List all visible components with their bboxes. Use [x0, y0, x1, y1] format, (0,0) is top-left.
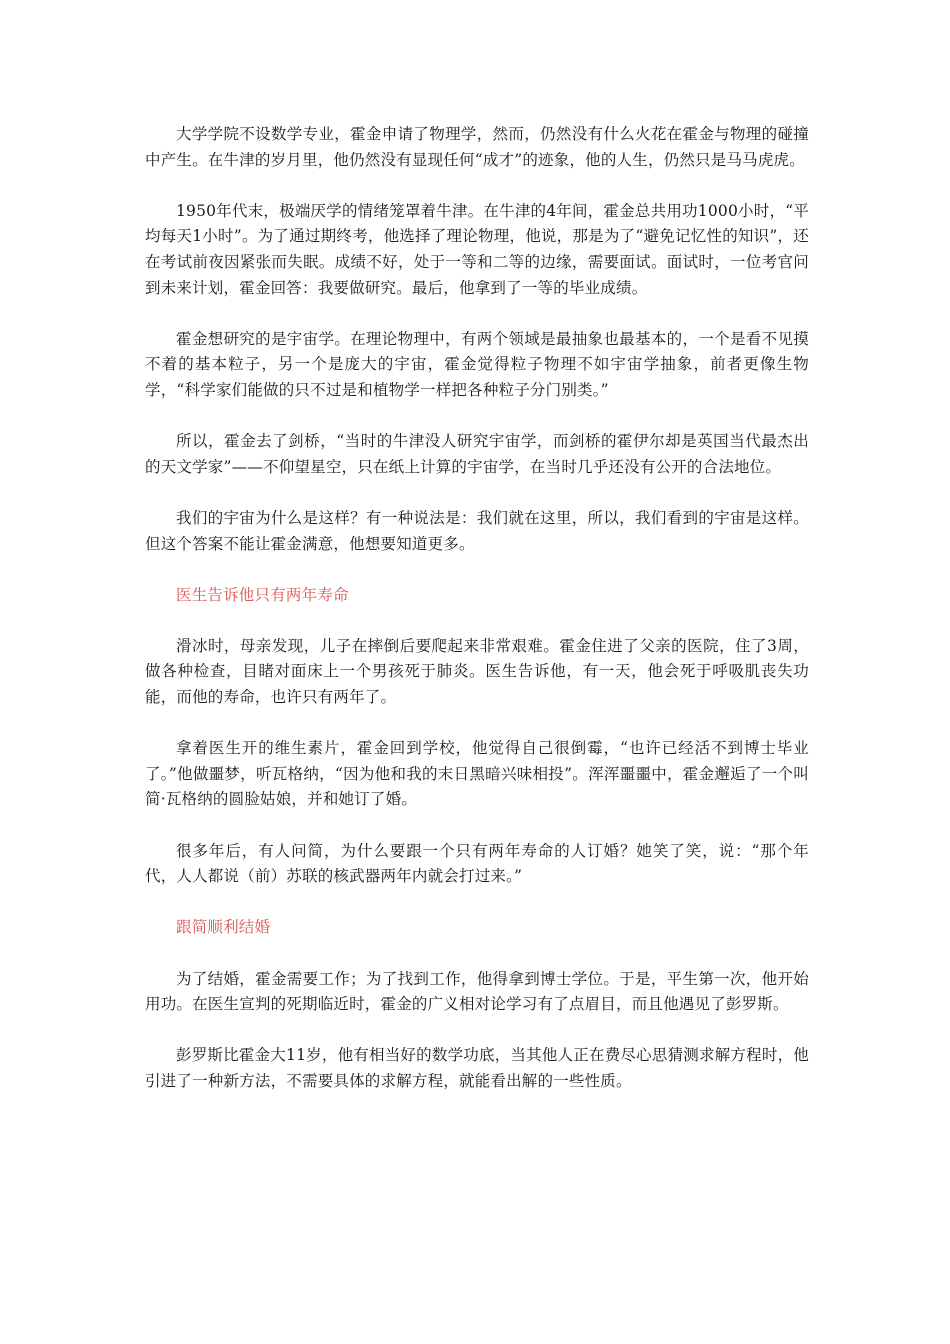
paragraph-gap — [145, 301, 809, 327]
paragraph-gap — [145, 1018, 809, 1044]
paragraph-gap — [145, 941, 809, 967]
paragraph: 很多年后，有人问简，为什么要跟一个只有两年寿命的人订婚？她笑了笑，说：“那个年代，人人都说（前）苏联的核武器两年内就会打过来。” — [145, 841, 809, 886]
paragraph: 彭罗斯比霍金大11岁，他有相当好的数学功底，当其他人正在费尽心思猜测求解方程时，他引进了一种新方法，不需要具体的求解方程，就能看出解的一些性质。 — [145, 1046, 809, 1090]
paragraph-gap — [145, 608, 809, 634]
section-heading: 跟简顺利结婚 — [176, 918, 271, 937]
paragraph-gap — [145, 557, 809, 583]
paragraph: 大学学院不设数学专业，霍金申请了物理学，然而，仍然没有什么火花在霍金与物理的碰撞中产生。在牛津的岁月里，他仍然没有显现任何“成才”的迹象，他的人生，仍然只是马马虎虎。 — [145, 125, 809, 169]
paragraph-gap — [145, 480, 809, 506]
paragraph: 滑冰时，母亲发现，儿子在摔倒后要爬起来非常艰难。霍金住进了父亲的医院，住了3周，做各种检查，目睹对面床上一个男孩死于肺炎。医生告诉他，有一天，他会死于呼吸肌丧失功能，而他的寿命，也许只有两年了。 — [145, 636, 809, 707]
paragraph: 霍金想研究的是宇宙学。在理论物理中，有两个领域是最抽象也最基本的，一个是看不见摸不着的基本粒子，另一个是庞大的宇宙，霍金觉得粒子物理不如宇宙学抽象，前者更像生物学，“科学家们能做的只不过是和植物学一样把各种粒子分门别类。” — [145, 329, 809, 399]
paragraph: 为了结婚，霍金需要工作；为了找到工作，他得拿到博士学位。于是，平生第一次，他开始用功。在医生宣判的死期临近时，霍金的广义相对论学习有了点眉目，而且他遇见了彭罗斯。 — [145, 969, 809, 1014]
paragraph: 拿着医生开的维生素片，霍金回到学校，他觉得自己很倒霉，“也许已经活不到博士毕业了。”他做噩梦，听瓦格纳，“因为他和我的末日黑暗兴味相投”。浑浑噩噩中，霍金邂逅了一个叫简·瓦格纳的圆脸姑娘，并和她订了婚。 — [145, 739, 809, 809]
paragraph: 所以，霍金去了剑桥，“当时的牛津没人研究宇宙学，而剑桥的霍伊尔却是英国当代最杰出的天文学家”——不仰望星空，只在纸上计算的宇宙学，在当时几乎还没有公开的合法地位。 — [145, 432, 809, 476]
paragraph: 1950年代末，极端厌学的情绪笼罩着牛津。在牛津的4年间，霍金总共用功1000小时，“平均每天1小时”。为了通过期终考，他选择了理论物理，他说，那是为了“避免记忆性的知识”，还在考试前夜因紧张而失眠。成绩不好，处于一等和二等的边缘，需要面试。面试时，一位考官问到未来计划，霍金回答：我要做研究。最后，他拿到了一等的毕业成绩。 — [145, 201, 809, 297]
paragraph-gap — [145, 813, 809, 839]
section-heading: 医生告诉他只有两年寿命 — [176, 585, 349, 604]
document-body — [145, 122, 809, 1095]
paragraph: 我们的宇宙为什么是这样？有一种说法是：我们就在这里，所以，我们看到的宇宙是这样。但这个答案不能让霍金满意，他想要知道更多。 — [145, 508, 809, 553]
paragraph-gap — [145, 890, 809, 916]
paragraph-gap — [145, 404, 809, 430]
paragraph-gap — [145, 711, 809, 737]
paragraph-gap — [145, 173, 809, 199]
